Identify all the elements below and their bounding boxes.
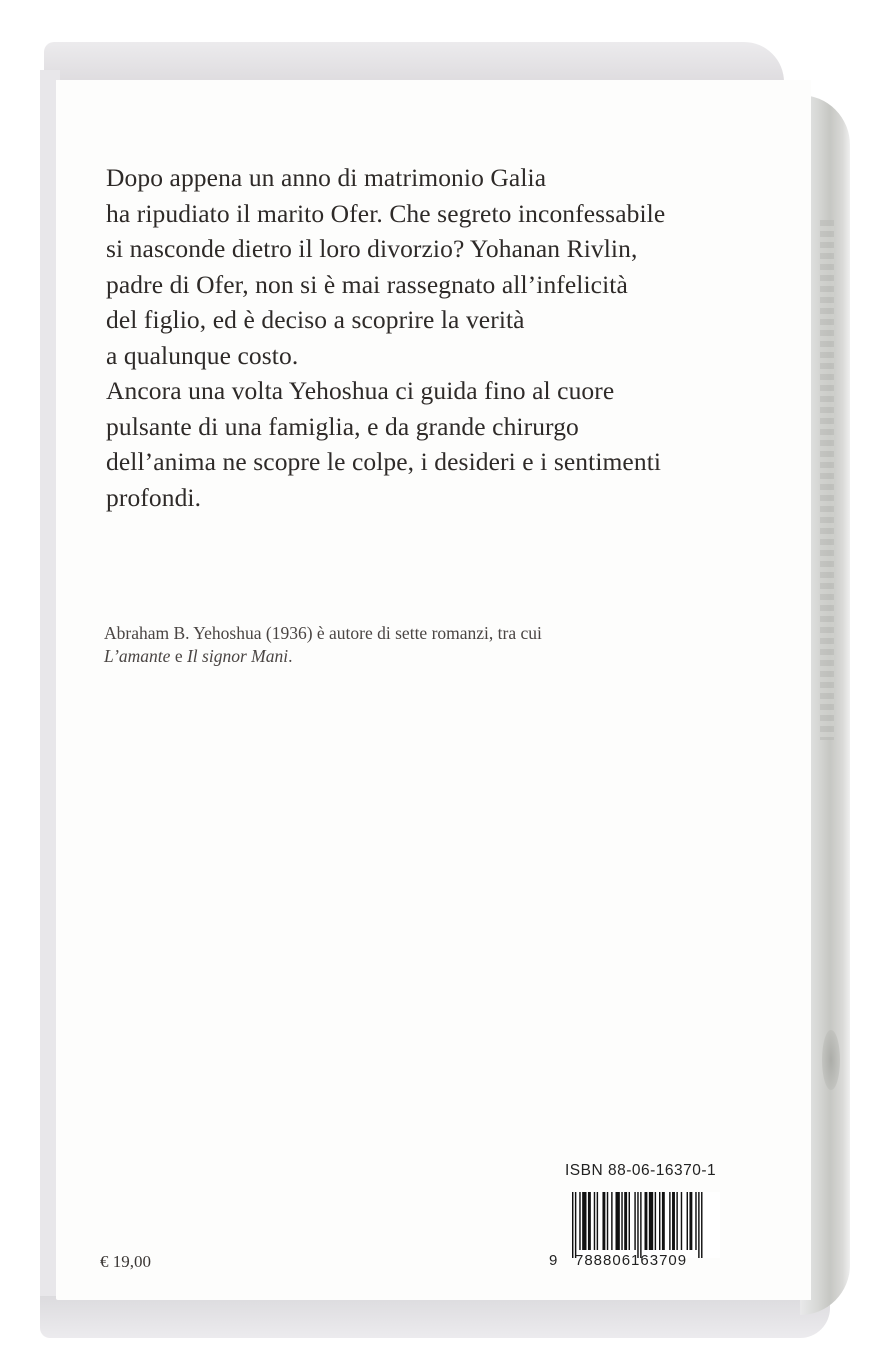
barcode-bar [662, 1192, 665, 1250]
price-label: € 19,00 [100, 1252, 151, 1271]
blurb-line: Ancora una volta Yehoshua ci guida fino al cuore [106, 376, 615, 405]
barcode-bar [676, 1192, 677, 1250]
barcode-bar [582, 1192, 586, 1250]
author-note-titles [104, 645, 744, 668]
barcode-bar [621, 1192, 622, 1250]
barcode-bar [681, 1192, 682, 1250]
barcode-bar [640, 1192, 641, 1258]
blurb-line: a qualunque costo. [106, 340, 299, 370]
barcode-bar [616, 1192, 620, 1250]
barcode-bar [602, 1192, 605, 1250]
barcode-bar [634, 1192, 635, 1250]
isbn-label: ISBN 88-06-16370-1 [565, 1162, 717, 1179]
barcode-bar [624, 1192, 627, 1250]
barcode-bar [698, 1192, 699, 1258]
barcode-bar [637, 1192, 638, 1258]
barcode-bar [649, 1192, 653, 1250]
blurb-line: padre di Ofer, non si è mai rassegnato all’infelicità [106, 269, 628, 299]
book-shadow-top [44, 42, 784, 82]
blurb-line: si nasconde dietro il loro divorzio? Yohanan Rivlin, [106, 234, 638, 263]
barcode-bar [607, 1192, 608, 1250]
author-note-conjunction: e [170, 646, 187, 666]
barcode-bar [701, 1192, 702, 1258]
barcode-bar [669, 1192, 670, 1250]
blurb-line: del figlio, ed è deciso a scoprire la verità [106, 305, 525, 334]
spine-title-text [820, 220, 834, 740]
barcode-bar [687, 1192, 688, 1250]
barcode-bar [572, 1192, 573, 1258]
book-title-lamante: L’amante [104, 646, 171, 666]
barcode-bar [695, 1192, 696, 1250]
blurb-line: Dopo appena un anno di matrimonio Galia [106, 163, 547, 192]
blurb-line: pulsante di una famiglia, e da grande chirurgo [106, 411, 579, 441]
barcode-bar [689, 1192, 692, 1250]
barcode-bar [597, 1192, 598, 1250]
author-note-line: Abraham B. Yehoshua (1936) è autore di sette romanzi, tra cui [104, 623, 542, 643]
barcode-bar [672, 1192, 675, 1250]
barcode-bar [645, 1192, 648, 1250]
book-title-il-signor-mani: Il signor Mani [186, 646, 289, 666]
barcode-bar [611, 1192, 612, 1250]
barcode-bar [629, 1192, 630, 1250]
barcode-bar [579, 1192, 580, 1250]
author-note-period: . [288, 646, 293, 666]
barcode-first-digit: 9 [549, 1252, 559, 1269]
book-shadow-bottom [40, 1296, 830, 1338]
author-note [104, 622, 744, 668]
spine-publisher-logo [822, 1030, 840, 1090]
barcode-bar [588, 1192, 591, 1250]
blurb-line: dell’anima ne scopre le colpe, i desideri e i sentimenti [106, 447, 662, 476]
barcode-bar [655, 1192, 656, 1250]
blurb-line: profondi. [106, 482, 202, 512]
barcode [570, 1192, 720, 1258]
barcode-bar [659, 1192, 660, 1250]
back-cover-blurb [106, 160, 746, 515]
blurb-line: ha ripudiato il marito Ofer. Che segreto inconfessabile [106, 198, 666, 228]
barcode-bar [594, 1192, 595, 1250]
barcode-digits: 788806163709 [575, 1252, 688, 1269]
barcode-bar [575, 1192, 576, 1258]
